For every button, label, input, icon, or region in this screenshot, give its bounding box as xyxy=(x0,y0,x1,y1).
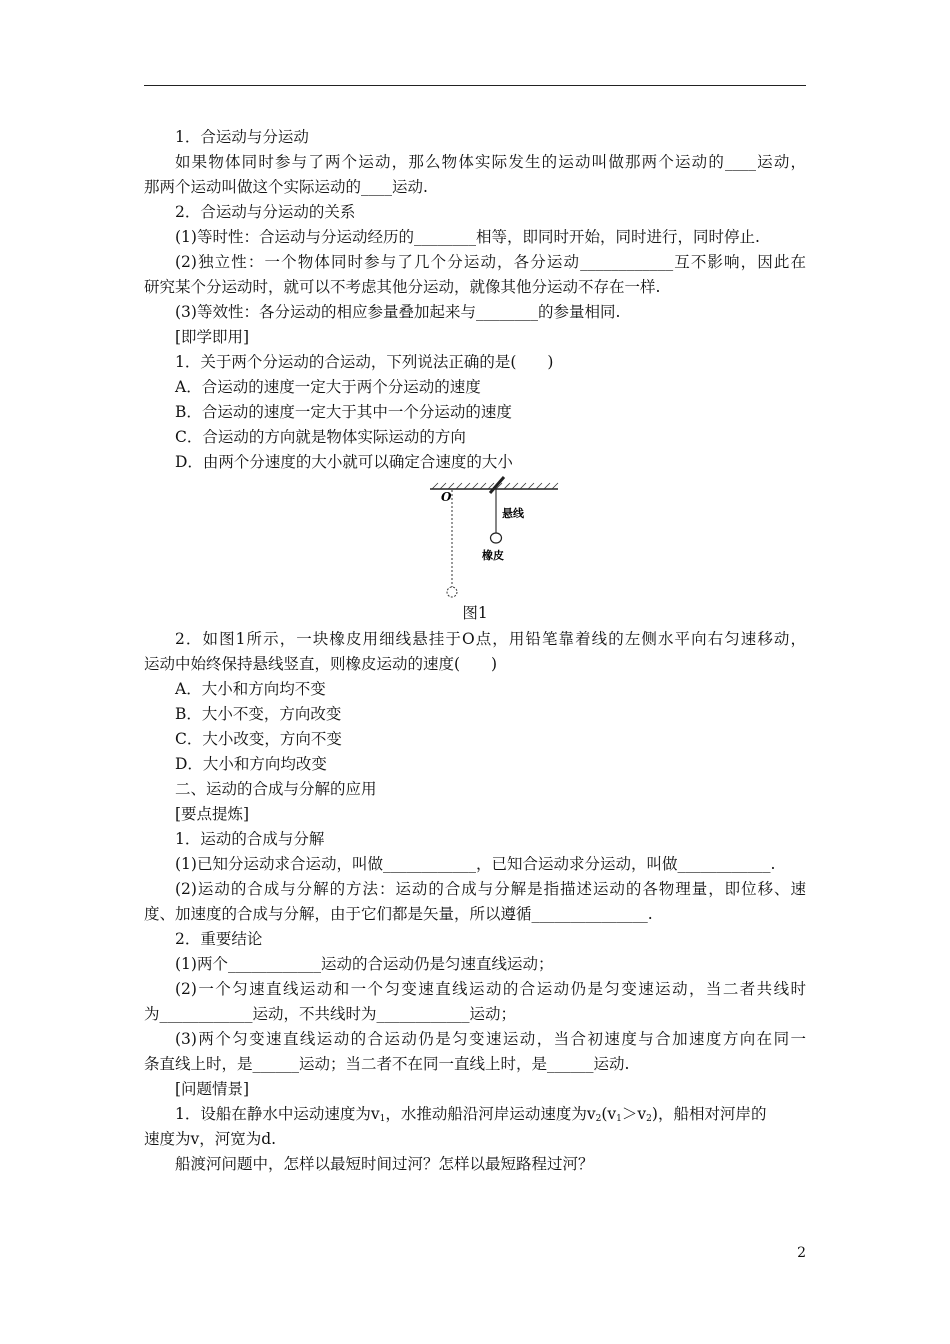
paragraph-line: (2)运动的合成与分解的方法：运动的合成与分解是指描述运动的各物理量，即位移、速 xyxy=(175,880,806,898)
paragraph-line: (3)两个匀变速直线运动的合运动仍是匀变速运动，当合初速度与合加速度方向在同一 xyxy=(175,1030,806,1048)
heading-1-1: 1．合运动与分运动 xyxy=(175,128,309,146)
paragraph-line: (1)等时性：合运动与分运动经历的________相等，即同时开始，同时进行，同时停止. xyxy=(175,228,760,246)
page-number: 2 xyxy=(797,1245,806,1261)
thread-label: 悬线 xyxy=(502,507,524,520)
paragraph-line: 为____________运动，不共线时为____________运动； xyxy=(144,1005,517,1023)
question-1-option-c: C．合运动的方向就是物体实际运动的方向 xyxy=(175,428,466,446)
scenario-line-2: 速度为v，河宽为d. xyxy=(144,1130,277,1148)
section-title-2: 二、运动的合成与分解的应用 xyxy=(175,780,377,798)
question-2-option-b: B．大小不变，方向改变 xyxy=(175,705,342,723)
question-2-option-d: D．大小和方向均改变 xyxy=(175,755,327,773)
paragraph-line: (1)两个____________运动的合运动仍是匀速直线运动； xyxy=(175,955,554,973)
paragraph-line: (2)一个匀速直线运动和一个匀变速直线运动的合运动仍是匀变速运动，当二者共线时 xyxy=(175,980,806,998)
paragraph-line: 研究某个分运动时，就可以不考虑其他分运动，就像其他分运动不存在一样. xyxy=(144,278,661,296)
question-1-stem: 1．关于两个分运动的合运动，下列说法正确的是( ) xyxy=(175,353,554,371)
document-body xyxy=(144,125,806,1177)
paragraph-line: 如果物体同时参与了两个运动，那么物体实际发生的运动叫做那两个运动的____运动， xyxy=(175,153,806,171)
question-2-stem-cont: 运动中始终保持悬线竖直，则橡皮运动的速度( ) xyxy=(144,655,498,673)
scenario-line-1: 1．设船在静水中运动速度为$v_1$，水推动船沿河岸运动速度为$v_2(v_1>v_2)$，船相对河岸的 xyxy=(175,1105,767,1124)
paragraph-line: (1)已知分运动求合运动，叫做____________，已知合运动求分运动，叫做____________. xyxy=(175,855,776,873)
question-2-option-a: A．大小和方向均不变 xyxy=(175,680,326,698)
eraser-shape xyxy=(491,533,502,543)
eraser-label: 橡皮 xyxy=(482,549,504,562)
question-2-option-c: C．大小改变，方向不变 xyxy=(175,730,342,748)
section-tag: [问题情景] xyxy=(175,1080,250,1098)
point-o-label: O xyxy=(441,490,452,504)
heading-1-2: 2．合运动与分运动的关系 xyxy=(175,203,356,221)
heading-2-1: 1．运动的合成与分解 xyxy=(175,830,325,848)
paragraph-line: 那两个运动叫做这个实际运动的____运动. xyxy=(144,178,428,196)
figure-1 xyxy=(144,475,806,600)
paragraph-line: 条直线上时，是______运动；当二者不在同一直线上时，是______运动. xyxy=(144,1055,630,1073)
scenario-question: 船渡河问题中，怎样以最短时间过河？怎样以最短路程过河？ xyxy=(175,1155,594,1173)
header-rule xyxy=(144,85,806,86)
initial-eraser-dashed xyxy=(447,587,457,597)
figure-caption: 图1 xyxy=(462,604,488,622)
heading-2-2: 2．重要结论 xyxy=(175,930,263,948)
question-1-option-b: B．合运动的速度一定大于其中一个分运动的速度 xyxy=(175,403,512,421)
section-tag: [即学即用] xyxy=(175,328,250,346)
section-tag: [要点提炼] xyxy=(175,805,250,823)
question-1-option-d: D．由两个分速度的大小就可以确定合速度的大小 xyxy=(175,453,513,471)
pendulum-diagram xyxy=(428,475,560,600)
paragraph-line: (2)独立性：一个物体同时参与了几个分运动，各分运动____________互不影响，因此在 xyxy=(175,253,806,271)
question-2-stem: 2．如图1所示，一块橡皮用细线悬挂于O点，用铅笔靠着线的左侧水平向右匀速移动， xyxy=(175,630,806,648)
paragraph-line: 度、加速度的合成与分解，由于它们都是矢量，所以遵循_______________. xyxy=(144,905,653,923)
paragraph-line: (3)等效性：各分运动的相应参量叠加起来与________的参量相同. xyxy=(175,303,621,321)
question-1-option-a: A．合运动的速度一定大于两个分运动的速度 xyxy=(175,378,481,396)
